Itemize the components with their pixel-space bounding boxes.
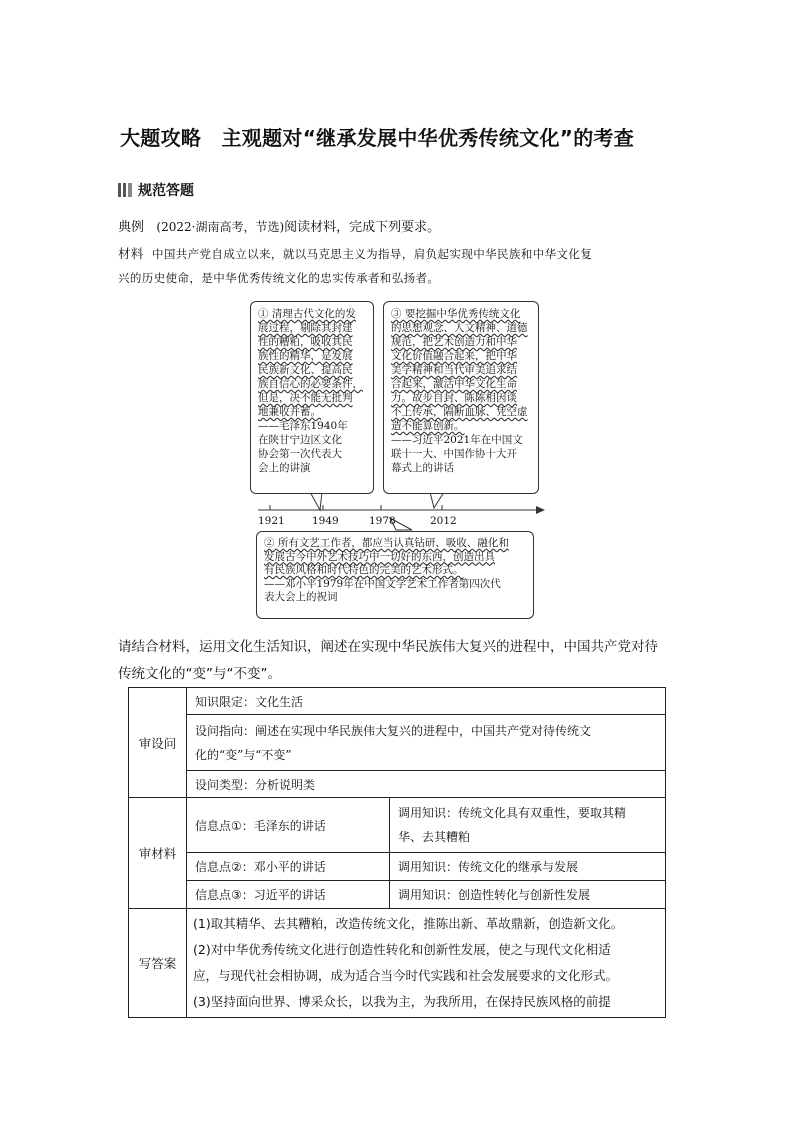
quote-deng-line: ② 所有文艺工作者，都应当认真钻研、吸收、融化和 (264, 537, 509, 549)
knowledge-cell (390, 853, 666, 881)
quote-deng-line: 有民族风格和时代特色的完美的艺术形式。 (264, 564, 464, 576)
quote-xi-attribution: 幕式上的讲话 (391, 462, 454, 474)
knowledge-limit-value: 文化生活 (255, 694, 304, 709)
quote-deng-attribution: ——邓小平1979年在中国文学艺术工作者第四次代 (264, 577, 501, 590)
info-point-cell (187, 881, 390, 909)
quote-mao-attribution: 协会第一次代表大 (258, 448, 342, 460)
quote-xi-attribution: 联十一大、中国作协十大开 (391, 448, 517, 460)
quote-box-deng (256, 531, 534, 619)
section-label: 规范答题 (138, 182, 194, 199)
quote-mao-line: ① 清理古代文化的发 (258, 308, 356, 320)
example-label: 典例 (118, 220, 145, 235)
quote-xi-line: 合起来，激活中华文化生命 (391, 378, 517, 390)
quote-deng-line: 发展古今中外艺术技巧中一切好的东西，创造出具 (264, 550, 495, 563)
material-label: 材料 (118, 246, 144, 261)
row-header-question: 审设问 (129, 688, 187, 798)
year-label-1949: 1949 (312, 515, 339, 527)
quote-xi-line: 造不能算创新。 (391, 420, 465, 432)
direction-cell (187, 715, 666, 771)
quote-mao-attribution: 在陕甘宁边区文化 (258, 434, 342, 446)
timeline-arrow (536, 506, 545, 514)
material-line-1 (118, 244, 592, 262)
answer-line: (3)坚持面向世界、博采众长，以我为主，为我所用，在保持民族风格的前提 (193, 994, 611, 1009)
table-row (129, 909, 666, 1018)
type-cell (187, 771, 666, 798)
quote-xi-line: 的思想观念、人文精神、道德 (391, 322, 528, 334)
quote-mao-line: 地兼收并蓄。 (258, 406, 321, 418)
type-value: 分析说明类 (255, 777, 316, 792)
analysis-table (128, 687, 666, 1018)
table-row (129, 715, 666, 771)
example-line (118, 216, 440, 235)
info-label: 信息点②： (195, 860, 254, 874)
table-row (129, 771, 666, 798)
example-instruction: 阅读材料，完成下列要求。 (284, 220, 441, 235)
quote-xi-line: 力。故步自封、陈陈相因谈 (391, 392, 517, 404)
info-value: 邓小平的讲话 (253, 860, 326, 874)
quote-mao-line: 民族新文化、提高民 (258, 364, 353, 376)
quote-mao-line: 展过程，剔除其封建 (258, 322, 353, 334)
knowledge-value: 创造性转化与创新性发展 (458, 888, 591, 902)
knowledge-value-2: 华、去其糟粕 (398, 830, 471, 844)
question-line-1: 请结合材料，运用文化生活知识，阐述在实现中华民族伟大复兴的进程中，中国共产党对待 (118, 639, 658, 655)
answer-line: (1)取其精华、去其糟粕，改造传统文化，推陈出新、革故鼎新，创造新文化。 (193, 916, 624, 931)
quote-deng-attribution: 表大会上的祝词 (264, 591, 338, 603)
knowledge-value-1: 传统文化具有双重性，要取其精 (458, 806, 627, 820)
year-label-1978: 1978 (369, 515, 396, 527)
example-source: (2022·湖南高考，节选) (156, 220, 285, 234)
knowledge-value: 传统文化的继承与发展 (458, 860, 579, 874)
knowledge-limit-label: 知识限定： (195, 694, 256, 709)
year-label-1921: 1921 (258, 515, 285, 527)
table-row (129, 798, 666, 853)
quote-xi-line: ③ 要挖掘中华优秀传统文化 (391, 308, 521, 320)
direction-value-1: 阐述在实现中华民族伟大复兴的进程中，中国共产党对待传统文 (255, 723, 592, 738)
knowledge-cell (390, 798, 666, 853)
knowledge-label: 调用知识： (398, 888, 459, 902)
answer-line: (2)对中华优秀传统文化进行创造性转化和创新性发展，使之与现代文化相适 (193, 942, 611, 957)
material-line-2: 兴的历史使命，是中华优秀传统文化的忠实传承者和弘扬者。 (118, 271, 440, 285)
quote-mao-attribution: ——毛泽东1940年 (258, 420, 348, 432)
question-line-2: 传统文化的“变”与“不变”。 (118, 666, 281, 682)
direction-label: 设问指向： (195, 723, 256, 738)
type-label: 设问类型： (195, 777, 256, 792)
callout-tail-1 (310, 492, 322, 510)
quote-mao-line: 族性的精华，是发展 (258, 350, 353, 362)
table-row (129, 688, 666, 715)
quote-mao-line: 性的糟粕，吸收其民 (258, 336, 353, 348)
knowledge-cell (390, 881, 666, 909)
quote-mao-line: 族自信心的必要条件， (258, 378, 363, 390)
info-value: 习近平的讲话 (253, 888, 326, 902)
knowledge-label: 调用知识： (398, 860, 459, 874)
quote-mao-attribution: 会上的讲演 (258, 462, 311, 474)
direction-value-2: 化的“变”与“不变” (195, 747, 292, 762)
year-label-2012: 2012 (430, 515, 457, 527)
row-header-answer: 写答案 (129, 909, 187, 1018)
quote-xi-attribution: ——习近平2021年在中国文 (391, 434, 523, 446)
info-point-cell (187, 853, 390, 881)
quote-xi-line: 美学精神和当代审美追求结 (391, 364, 517, 376)
quote-box-xi (383, 301, 539, 494)
info-label: 信息点③： (195, 888, 254, 902)
material-text-1: 中国共产党自成立以来，就以马克思主义为指导，肩负起实现中华民族和中华文化复 (151, 247, 593, 261)
quote-xi-line: 文化价值融合起来，把中华 (391, 350, 517, 362)
knowledge-limit-cell (187, 688, 666, 715)
quote-box-mao (250, 301, 374, 494)
quote-mao-line: 但是，决不能无批判 (258, 392, 353, 404)
answer-line: 应，与现代社会相协调，成为适合当今时代实践和社会发展要求的文化形式。 (193, 968, 619, 983)
table-row (129, 853, 666, 881)
info-label: 信息点①： (195, 818, 254, 833)
info-value: 毛泽东的讲话 (253, 818, 326, 833)
info-point-cell (187, 798, 390, 853)
section-marker-icon (118, 183, 132, 197)
section-header (118, 181, 194, 198)
table-row (129, 881, 666, 909)
answer-cell (187, 909, 666, 1018)
page-title: 大题攻略 主观题对“继承发展中华优秀传统文化”的考查 (120, 126, 635, 150)
knowledge-label: 调用知识： (398, 806, 459, 820)
row-header-material: 审材料 (129, 798, 187, 909)
quote-xi-line: 不上传承，隔断血脉、凭空虚 (391, 406, 528, 418)
quote-xi-line: 规范，把艺术创造力和中华 (391, 336, 517, 348)
